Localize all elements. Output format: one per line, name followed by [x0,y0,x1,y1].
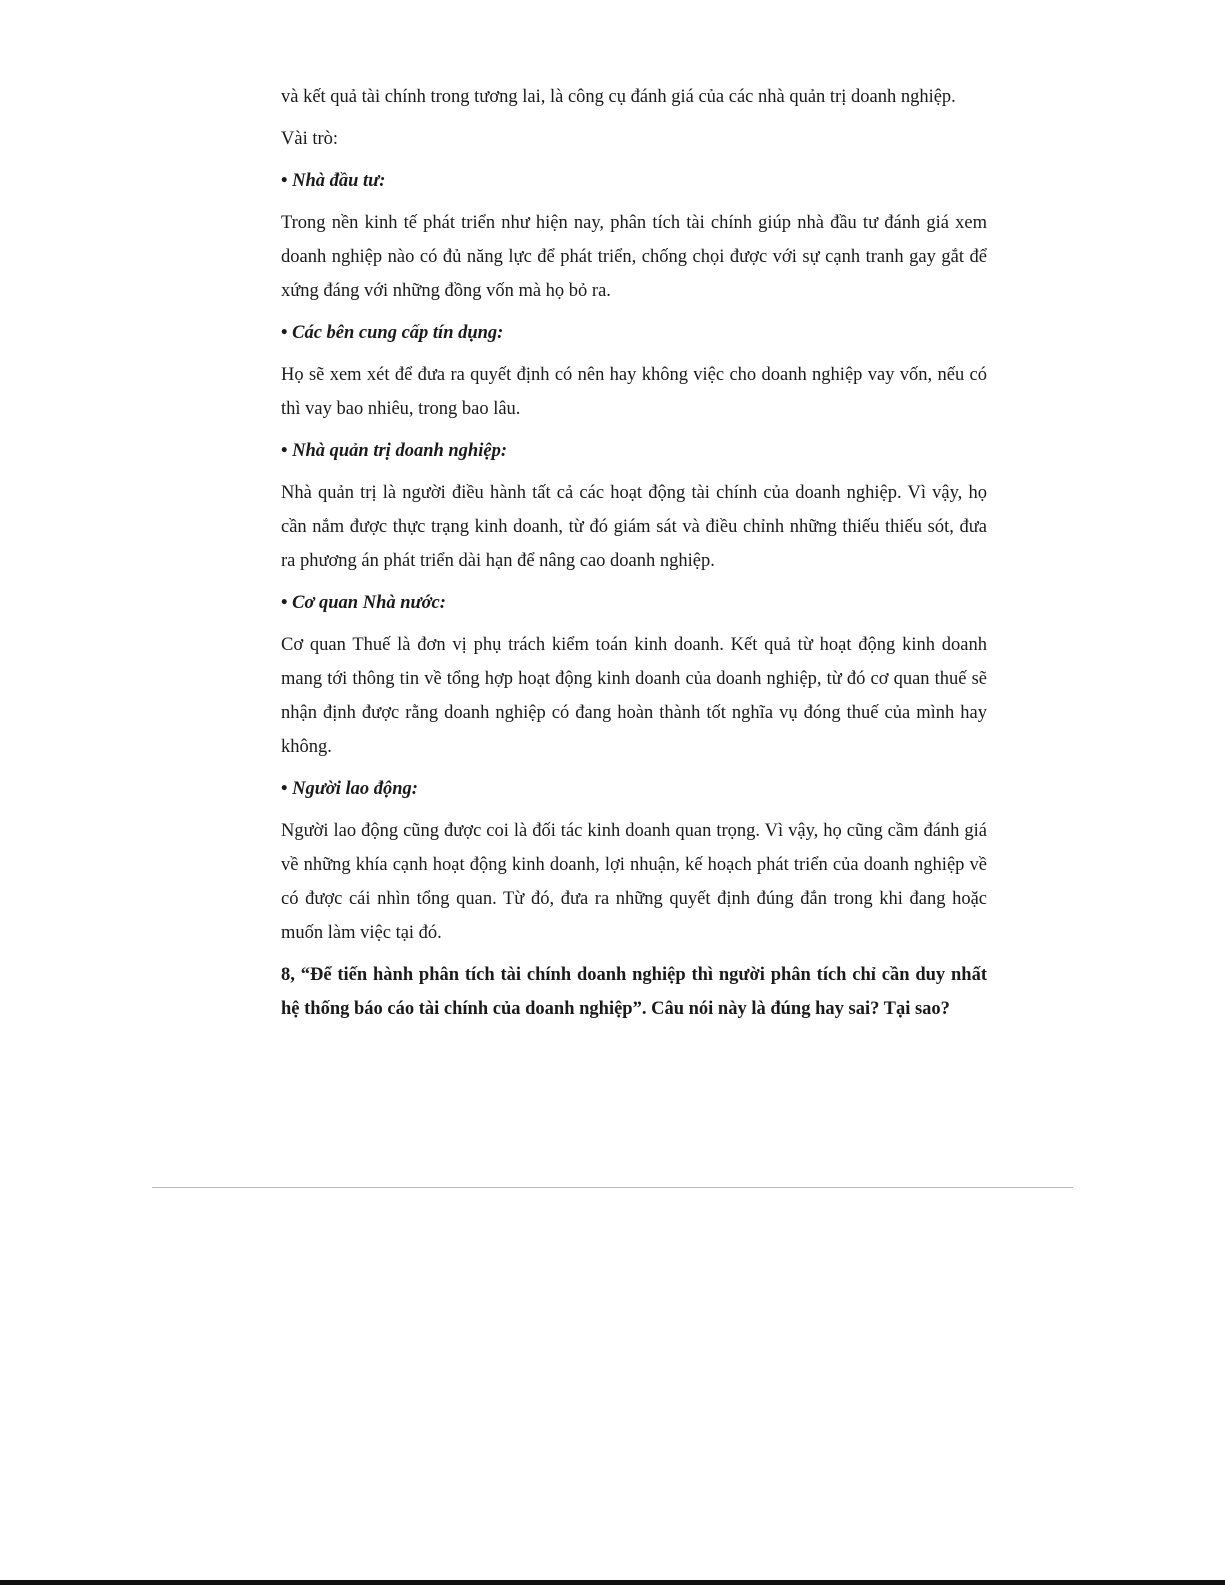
role-heading-text: Người lao động: [292,779,418,799]
bullet-icon: • [281,779,288,799]
role-text-managers: Nhà quản trị là người điều hành tất cả các hoạt động tài chính của doanh nghiệp. Vì vậy, họ cần nắm được thực trạng kinh doanh, từ đó giám sát và điều chỉnh những thiếu thiếu sót, đưa ra phương án phát triển dài hạn để nâng cao doanh nghiệp. [281,483,987,571]
role-heading-employees [281,772,987,806]
roles-label: Vài trò: [281,129,339,149]
role-heading-state-agency [281,586,987,620]
role-heading-creditors [281,316,987,350]
intro-paragraph: và kết quả tài chính trong tương lai, là công cụ đánh giá của các nhà quản trị doanh nghiệp. [281,87,956,107]
bottom-edge-bar [0,1580,1225,1585]
bullet-icon: • [281,593,288,613]
role-text-employees: Người lao động cũng được coi là đối tác kinh doanh quan trọng. Vì vậy, họ cũng cầm đánh giá về những khía cạnh hoạt động kinh doanh, lợi nhuận, kế hoạch phát triển của doanh nghiệp về có được cái nhìn tổng quan. Từ đó, đưa ra những quyết định đúng đắn trong khi đang hoặc muốn làm việc tại đó. [281,821,987,943]
bullet-icon: • [281,323,288,343]
role-text-state-agency: Cơ quan Thuế là đơn vị phụ trách kiểm toán kinh doanh. Kết quả từ hoạt động kinh doanh mang tới thông tin về tổng hợp hoạt động kinh doanh của doanh nghiệp, từ đó cơ quan thuế sẽ nhận định được rằng doanh nghiệp có đang hoàn thành tốt nghĩa vụ đóng thuế của mình hay không. [281,635,987,757]
document-page [281,80,987,1026]
role-text-creditors: Họ sẽ xem xét để đưa ra quyết định có nên hay không việc cho doanh nghiệp vay vốn, nếu có thì vay bao nhiêu, trong bao lâu. [281,365,987,419]
bullet-icon: • [281,171,288,191]
role-heading-text: Nhà quản trị doanh nghiệp: [292,441,507,461]
role-heading-text: Cơ quan Nhà nước: [292,593,446,613]
question-8: 8, “Để tiến hành phân tích tài chính doanh nghiệp thì người phân tích chỉ cần duy nhất hệ thống báo cáo tài chính của doanh nghiệp”. Câu nói này là đúng hay sai? Tại sao? [281,965,987,1019]
bullet-icon: • [281,441,288,461]
role-heading-investor [281,164,987,198]
role-heading-text: Các bên cung cấp tín dụng: [292,323,504,343]
role-heading-text: Nhà đầu tư: [292,171,386,191]
role-text-investor: Trong nền kinh tế phát triển như hiện nay, phân tích tài chính giúp nhà đầu tư đánh giá xem doanh nghiệp nào có đủ năng lực để phát triển, chống chọi được với sự cạnh tranh gay gắt để xứng đáng với những đồng vốn mà họ bỏ ra. [281,213,987,301]
role-heading-managers [281,434,987,468]
page-divider [152,1187,1073,1188]
